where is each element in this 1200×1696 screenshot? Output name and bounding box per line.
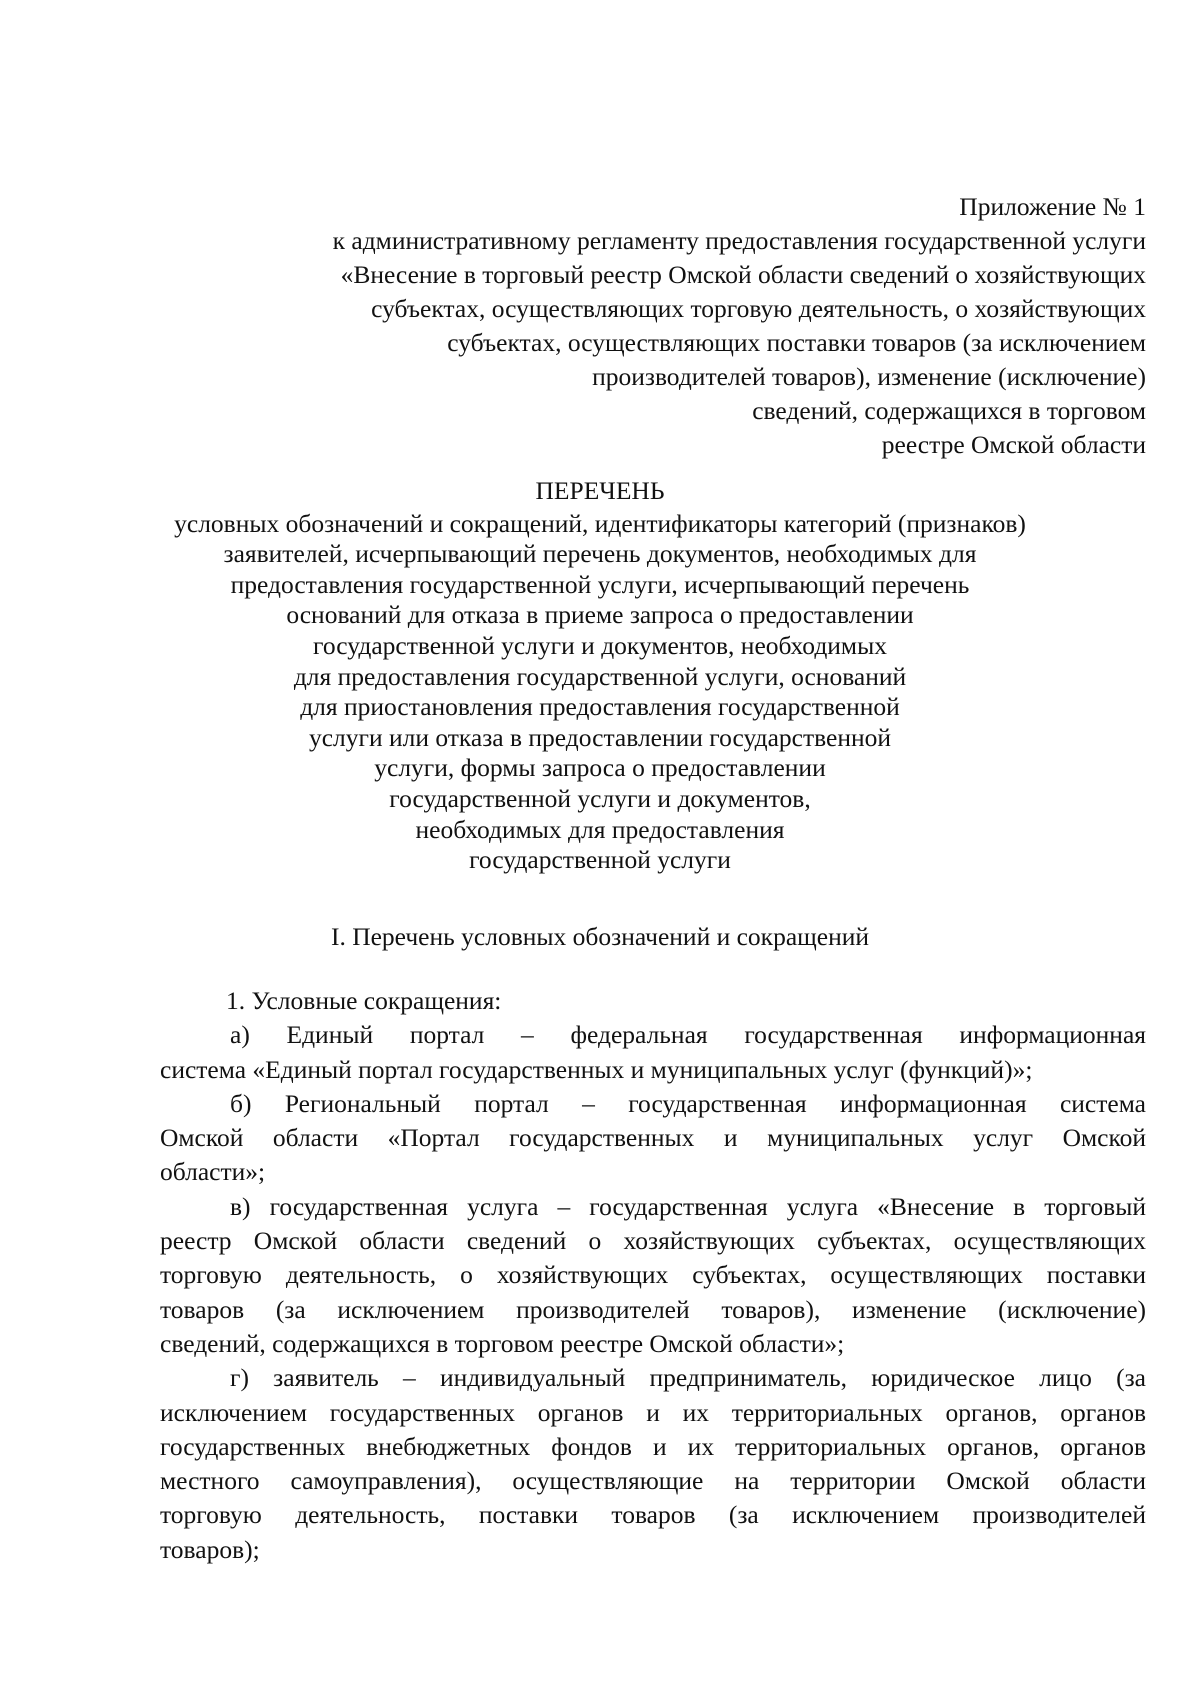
paragraph-line: товаров); [160,1534,260,1564]
heading-line: государственной услуги и документов, необходимых [313,630,887,660]
item-b-regional-portal [160,1087,1146,1190]
paragraph-line: исключением государственных органов и их территориальных органов, органов [160,1397,1146,1427]
annex-header [186,190,1146,462]
document-title: ПЕРЕЧЕНЬ [535,476,665,505]
item-v-state-service [160,1190,1146,1361]
paragraph-line: товаров (за исключением производителей товаров), изменение (исключение) [160,1294,1146,1324]
paragraph-line: сведений, содержащихся в торговом реестре Омской области»; [160,1328,845,1358]
heading-line: услуги или отказа в предоставлении государственной [308,722,892,752]
paragraph-line: Омской области «Портал государственных и муниципальных услуг Омской [160,1123,1146,1153]
heading-line: заявителей, исчерпывающий перечень документов, необходимых для [223,539,977,569]
paragraph-line: торговую деятельность, поставки товаров (за исключением производителей [160,1500,1146,1530]
annex-line: субъектах, осуществляющих торговую деятельность, о хозяйствующих [371,294,1146,323]
paragraph-line: г) заявитель – индивидуальный предприниматель, юридическое лицо (за [230,1363,1146,1393]
annex-line: «Внесение в торговый реестр Омской области сведений о хозяйствующих [340,260,1146,289]
heading-line: для приостановления предоставления государственной [300,692,900,722]
heading-line: необходимых для предоставления [415,814,785,844]
item-a-unified-portal [160,1018,1146,1087]
paragraph-line: государственных внебюджетных фондов и их территориальных органов, органов [160,1431,1146,1461]
annex-line: субъектах, осуществляющих поставки товаров (за исключением [447,328,1146,357]
paragraph-line: торговую деятельность, о хозяйствующих субъектах, осуществляющих поставки [160,1260,1146,1290]
paragraph-line: система «Единый портал государственных и муниципальных услуг (функций)»; [160,1054,1033,1084]
document-heading [100,476,1100,876]
annex-line: сведений, содержащихся в торговом [752,396,1146,425]
heading-line: условных обозначений и сокращений, идентификаторы категорий (признаков) [174,508,1026,538]
paragraph-line: а) Единый портал – федеральная государственная информационная [230,1020,1146,1050]
paragraph-line: в) государственная услуга – государственная услуга «Внесение в торговый [230,1191,1146,1221]
heading-line: оснований для отказа в приеме запроса о предоставлении [286,600,914,630]
item-1-conventional-abbreviations: 1. Условные сокращения: [226,986,502,1015]
paragraph-line: области»; [160,1157,266,1187]
paragraph-line: б) Региональный портал – государственная информационная система [230,1088,1146,1118]
section-title: I. Перечень условных обозначений и сокращений [330,922,870,951]
item-g-applicant [160,1361,1146,1567]
heading-line: услуги, формы запроса о предоставлении [374,753,826,783]
heading-line: для предоставления государственной услуги, оснований [293,661,907,691]
body-text [160,984,1146,1567]
paragraph-line: реестр Омской области сведений о хозяйствующих субъектах, осуществляющих [160,1226,1146,1256]
annex-line: производителей товаров), изменение (исключение) [592,362,1146,391]
heading-line: государственной услуги [469,845,731,875]
heading-line: государственной услуги и документов, [389,783,811,813]
annex-line: реестре Омской области [881,430,1146,459]
heading-line: предоставления государственной услуги, исчерпывающий перечень [230,569,970,599]
paragraph-line: местного самоуправления), осуществляющие на территории Омской области [160,1466,1146,1496]
annex-number: Приложение № 1 [959,192,1146,221]
annex-line: к административному регламенту предоставления государственной услуги [332,226,1146,255]
